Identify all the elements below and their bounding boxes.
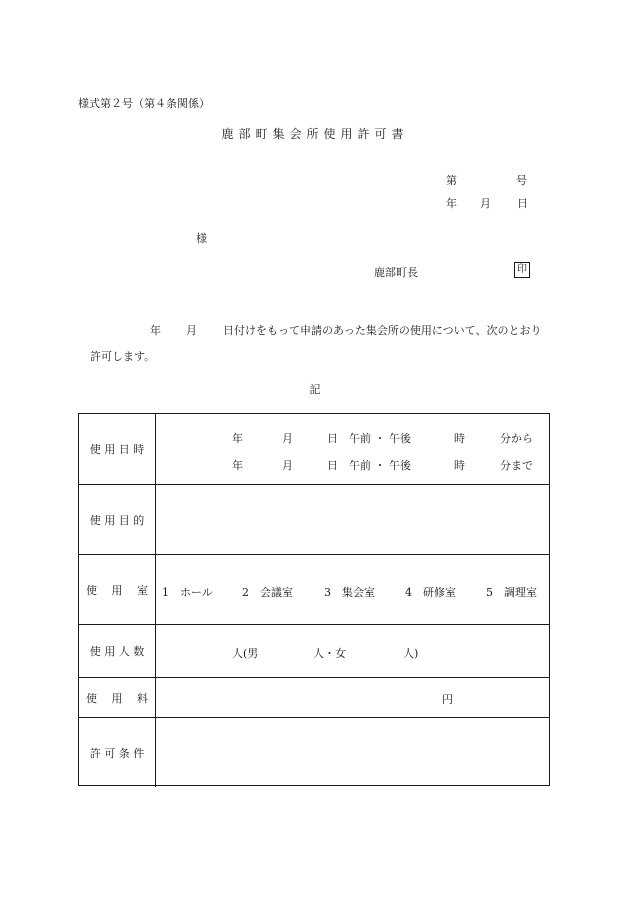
usage-purpose-label: 使 用 目 的 (79, 485, 156, 554)
to-ampm: 午前 ・ 午後 (349, 459, 411, 472)
from-hour: 時 (454, 432, 465, 445)
usage-fee-label: 使 用 料 (79, 678, 156, 717)
permission-sentence (150, 322, 541, 338)
room-option-cooking-room[interactable]: 5 調理室 (486, 586, 537, 599)
seal-mark: 印 (514, 262, 530, 278)
permission-sentence-continuation: 許可します。 (90, 350, 156, 363)
from-minute: 分から (500, 432, 533, 445)
room-option-training-room[interactable]: 4 研修室 (405, 586, 456, 599)
form-number-label: 様式第２号（第４条関係） (78, 97, 210, 110)
recipient-honorific: 様 (196, 232, 207, 245)
permission-year: 年 (150, 324, 161, 337)
issue-date-month: 月 (480, 197, 491, 210)
permit-conditions-label: 許 可 条 件 (79, 718, 156, 787)
row-usage-fee (79, 678, 549, 718)
row-usage-purpose (79, 485, 549, 555)
from-month: 月 (282, 432, 293, 445)
room-option-hall[interactable]: 1 ホール (162, 586, 213, 599)
row-usage-datetime (79, 414, 549, 485)
room-option-assembly-room[interactable]: 3 集会室 (324, 586, 375, 599)
row-usage-people (79, 625, 549, 678)
to-year: 年 (232, 459, 243, 472)
permit-conditions-field[interactable] (156, 718, 549, 787)
to-day: 日 (327, 459, 338, 472)
issue-date-year: 年 (446, 197, 457, 210)
usage-people-field[interactable] (156, 625, 549, 677)
issue-number (446, 172, 527, 188)
usage-room-field (156, 555, 549, 624)
issue-date (446, 195, 528, 211)
issue-number-suffix: 号 (516, 174, 527, 187)
issuer-title: 鹿部町長 (374, 266, 418, 279)
room-option-meeting-room[interactable]: 2 会議室 (242, 586, 293, 599)
people-female: 人・女 (313, 647, 346, 660)
from-ampm: 午前 ・ 午後 (349, 432, 411, 445)
fee-unit-yen: 円 (442, 693, 453, 706)
usage-fee-field[interactable] (156, 678, 549, 717)
ki-label: 記 (309, 383, 321, 396)
to-hour: 時 (454, 459, 465, 472)
permission-month: 月 (186, 324, 197, 337)
row-usage-room (79, 555, 549, 625)
from-year: 年 (232, 432, 243, 445)
permit-detail-table (78, 413, 550, 786)
row-permit-conditions (79, 718, 549, 787)
usage-datetime-field[interactable] (156, 414, 549, 484)
document-title: 鹿部町集会所使用許可書 (221, 127, 409, 141)
issue-number-prefix: 第 (446, 174, 457, 187)
datetime-from-line (156, 430, 549, 444)
usage-purpose-field[interactable] (156, 485, 549, 554)
usage-room-label: 使 用 室 (79, 555, 156, 624)
to-minute: 分まで (500, 459, 533, 472)
usage-people-label: 使 用 人 数 (79, 625, 156, 677)
to-month: 月 (282, 459, 293, 472)
datetime-to-line (156, 457, 549, 471)
from-day: 日 (327, 432, 338, 445)
people-total-male: 人(男 (232, 647, 259, 660)
usage-datetime-label: 使 用 日 時 (79, 414, 156, 484)
issue-date-day: 日 (517, 197, 528, 210)
people-close: 人) (403, 647, 419, 660)
permission-body: 日付けをもって申請のあった集会所の使用について、次のとおり (223, 324, 542, 337)
